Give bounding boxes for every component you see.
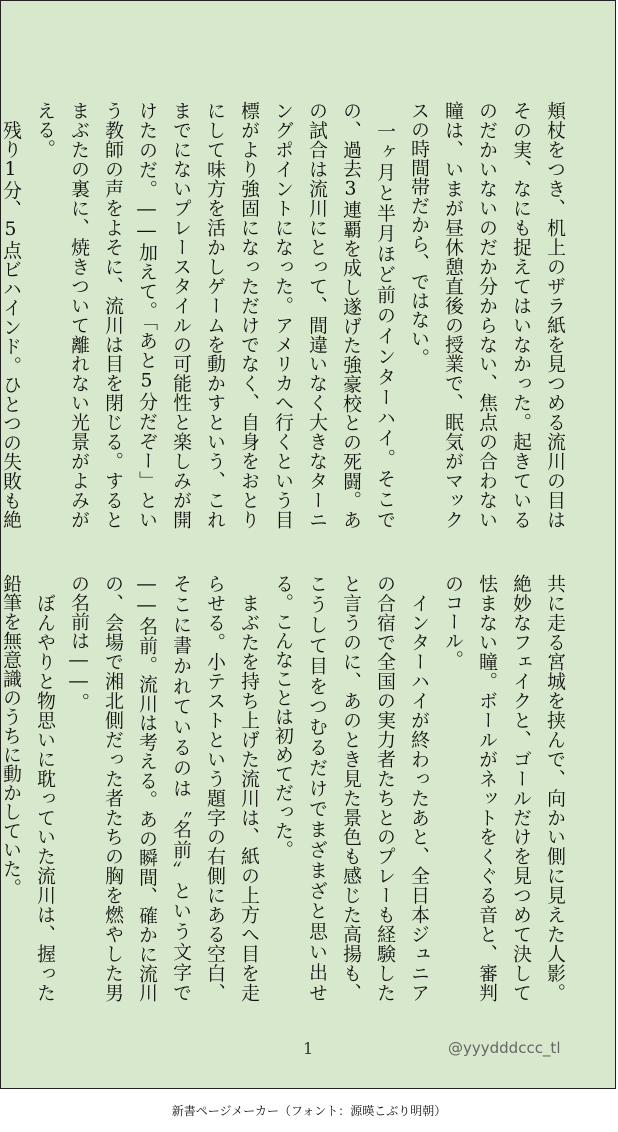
paragraph: 頬杖をつき、机上のザラ紙を見つめる流川の目はその実、なにも捉えてはいなかった。起きているのだかいないのだか分からない、焦点の合わない瞳は、いまが昼休憩直後の授業で、眠気がマックスの時間帯だから、ではない。 [408, 101, 565, 529]
paragraph: インターハイが終わったあと、全日本ジュニアの合宿で全国の実力者たちとのプレーも経験したと言うのに、あのとき見た景色も感じた高揚も、こうして目をつむるだけでまざまざと思い出せる。こんなことは初めてだった。 [272, 574, 429, 1002]
paragraph: 残り1分、5点ビハインド。ひとつの失敗も絶 [0, 120, 21, 529]
paragraph: 一ヶ月と半月ほど前のインターハイ。そこでの、過去3連覇を成し遂げた強豪校との死闘。あの試合は流川にとって、間違いなく大きなターニングポイントになった。アメリカへ行くという目標がより強固になっただけでなく、自身をおとりにして味方を活かしゲームを動かすという、これまでにないプレースタイルの可能性と楽しみが開けたのだ。――加えて。「あと5分だぞー」という教師の声をよそに、流川は目を閉じる。するとまぶたの裏に、焼きついて離れない光景がよみがえる。 [34, 101, 395, 529]
author-credit: @yyydddccc_tl [448, 1039, 561, 1057]
page-number: 1 [303, 1039, 314, 1058]
text-column-top [0, 101, 571, 529]
text-column-bottom [0, 574, 571, 1002]
paragraph: まぶたを持ち上げた流川は、紙の上方へ目を走らせる。小テストという題字の右側にある空白、そこに書かれているのは〝名前〟という文字で――名前。流川は考える。あの瞬間、確かに流川の、会場で湘北側だった者たちの胸を燃やした男の名前は――。 [68, 574, 259, 1002]
paragraph: ぼんやりと物思いに耽っていた流川は、握った鉛筆を無意識のうちに動かしていた。 [0, 574, 55, 1002]
paragraph: 共に走る宮城を挟んで、向かい側に見えた人影。絶妙なフェイクと、ゴールだけを見つめて決して怯まない瞳。ボールがネットをくぐる音と、審判のコール。 [442, 574, 565, 1002]
generator-footer: 新書ページメーカー（フォント：源暎こぶり明朝） [171, 1104, 447, 1118]
